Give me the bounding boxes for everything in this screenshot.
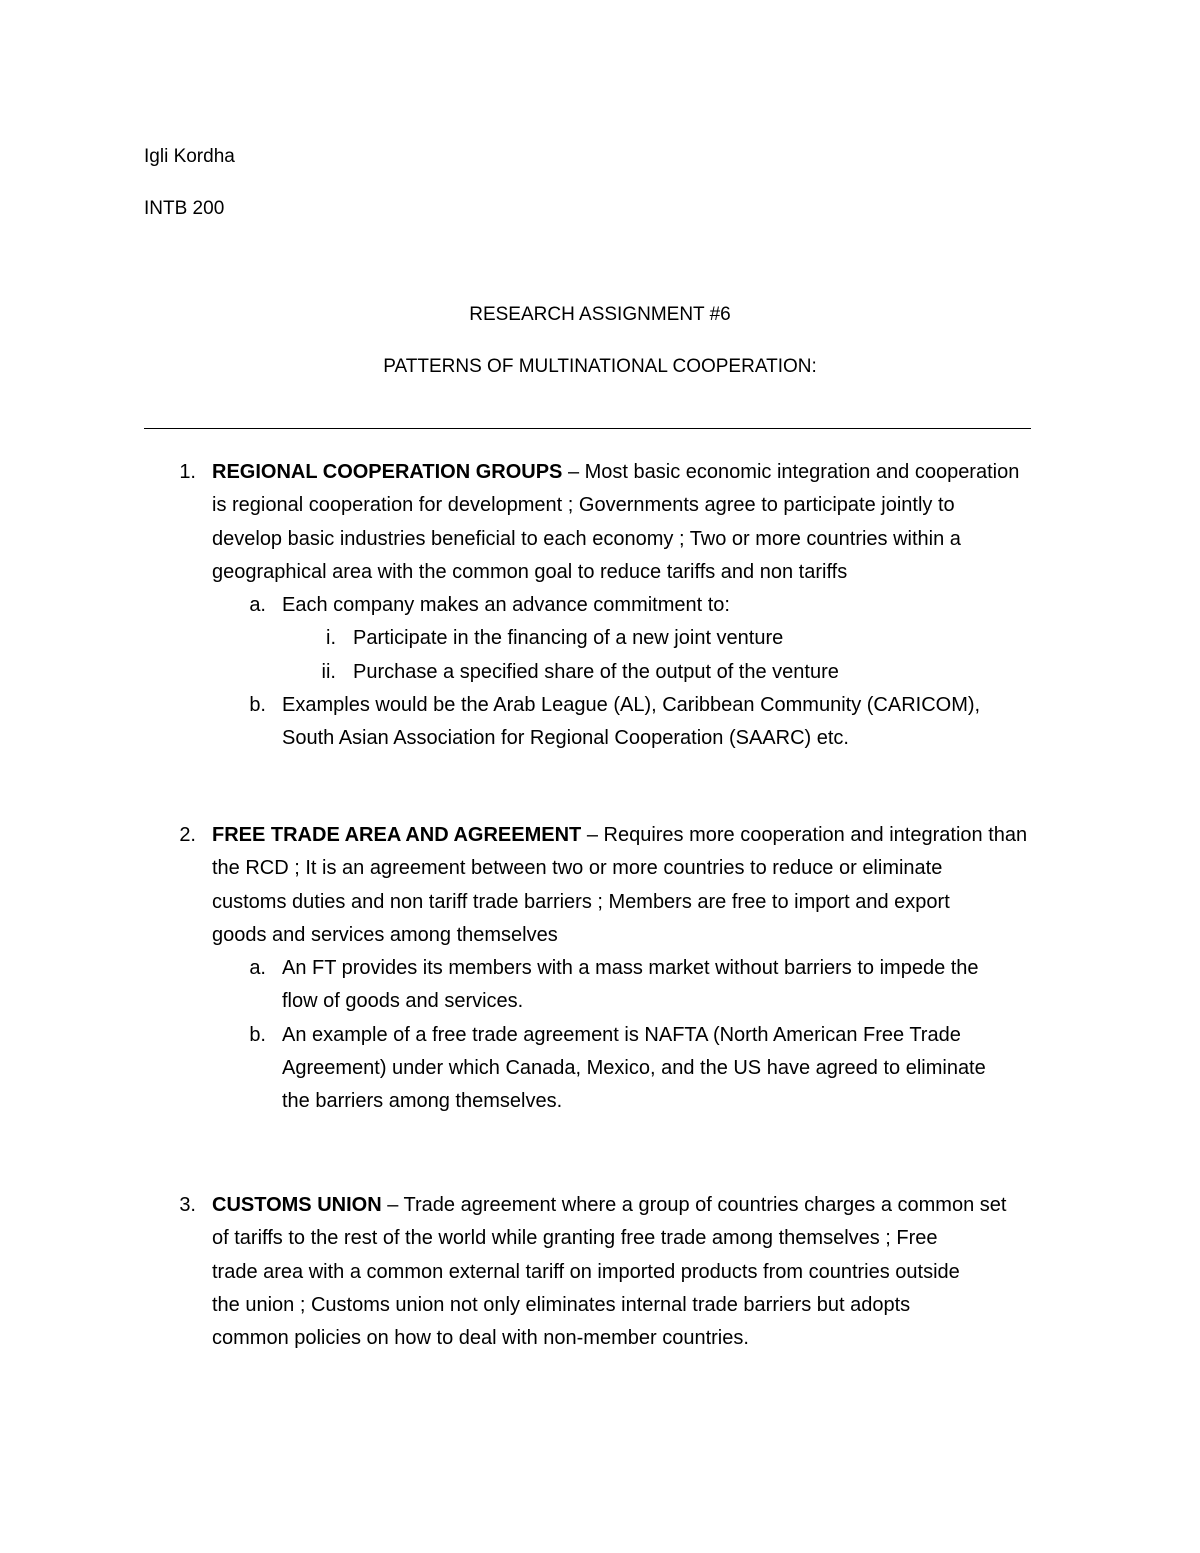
author-name: Igli Kordha xyxy=(144,146,235,167)
list-item-continuation xyxy=(0,1085,1200,1118)
section-heading: REGIONAL COOPERATION GROUPS xyxy=(212,461,563,483)
section-text-line: of tariffs to the rest of the world while granting free trade among themselves ; Free xyxy=(212,1227,938,1250)
item-text: An FT provides its members with a mass market without barriers to impede the xyxy=(282,957,979,980)
section-regional-cooperation xyxy=(0,456,1200,756)
section-text-line: geographical area with the common goal to reduce tariffs and non tariffs xyxy=(212,560,848,583)
section-line xyxy=(0,1256,1200,1289)
course-code: INTB 200 xyxy=(144,198,225,219)
horizontal-rule xyxy=(144,428,1031,429)
item-text: An example of a free trade agreement is NAFTA (North American Free Trade xyxy=(282,1023,961,1046)
section-lead-text xyxy=(212,1189,1006,1222)
item-marker: b. xyxy=(249,1023,266,1046)
section-line xyxy=(0,1222,1200,1255)
section-text-line: – Trade agreement where a group of countries charges a common set xyxy=(381,1194,1007,1216)
section-number: 2. xyxy=(179,824,196,846)
subitem-text: Purchase a specified share of the output of the venture xyxy=(353,660,839,683)
section-line xyxy=(0,886,1200,919)
section-text-line: develop basic industries beneficial to each economy ; Two or more countries within a xyxy=(212,527,961,550)
section-text-line: common policies on how to deal with non-member countries. xyxy=(212,1327,749,1350)
section-text-line: is regional cooperation for development ; Governments agree to participate jointly to xyxy=(212,494,955,517)
section-first-line xyxy=(0,819,1200,852)
section-line xyxy=(0,489,1200,522)
item-marker: a. xyxy=(249,957,266,980)
item-marker: b. xyxy=(249,694,266,717)
item-text: the barriers among themselves. xyxy=(282,1090,563,1113)
subitem-marker: i. xyxy=(326,627,336,650)
section-heading: FREE TRADE AREA AND AGREEMENT xyxy=(212,824,582,846)
section-text-line: – Requires more cooperation and integration than xyxy=(581,824,1028,846)
assignment-subtitle: PATTERNS OF MULTINATIONAL COOPERATION: xyxy=(383,356,817,377)
list-subitem xyxy=(0,622,1200,655)
section-text-line: trade area with a common external tariff on imported products from countries outside xyxy=(212,1260,960,1283)
section-customs-union xyxy=(0,1189,1200,1355)
section-line xyxy=(0,852,1200,885)
section-heading: CUSTOMS UNION xyxy=(212,1194,382,1216)
item-text: South Asian Association for Regional Cooperation (SAARC) etc. xyxy=(282,727,849,750)
section-free-trade-area xyxy=(0,819,1200,1119)
section-number: 3. xyxy=(179,1194,196,1216)
section-line xyxy=(0,523,1200,556)
section-lead-text xyxy=(212,456,1019,489)
section-text-line: the union ; Customs union not only eliminates internal trade barriers but adopts xyxy=(212,1293,911,1316)
section-line xyxy=(0,1289,1200,1322)
list-item-continuation xyxy=(0,1052,1200,1085)
section-text-line: customs duties and non tariff trade barriers ; Members are free to import and export xyxy=(212,890,950,913)
item-marker: a. xyxy=(249,594,266,617)
assignment-title: RESEARCH ASSIGNMENT #6 xyxy=(469,304,731,325)
section-text-line: – Most basic economic integration and cooperation xyxy=(562,461,1020,483)
section-text-line: the RCD ; It is an agreement between two or more countries to reduce or eliminate xyxy=(212,857,943,880)
section-text-line: goods and services among themselves xyxy=(212,923,558,946)
section-number: 1. xyxy=(179,461,196,483)
item-text: Agreement) under which Canada, Mexico, and the US have agreed to eliminate xyxy=(282,1057,986,1080)
subitem-text: Participate in the financing of a new joint venture xyxy=(353,627,784,650)
list-item xyxy=(0,952,1200,985)
list-item-continuation xyxy=(0,722,1200,755)
section-first-line xyxy=(0,456,1200,489)
subitem-marker: ii. xyxy=(321,660,336,683)
list-item xyxy=(0,1019,1200,1052)
section-line xyxy=(0,1322,1200,1355)
list-subitem xyxy=(0,656,1200,689)
section-lead-text xyxy=(212,819,1027,852)
section-first-line xyxy=(0,1189,1200,1222)
item-text: Examples would be the Arab League (AL), Caribbean Community (CARICOM), xyxy=(282,694,981,717)
list-item-continuation xyxy=(0,985,1200,1018)
item-text: Each company makes an advance commitment to: xyxy=(282,594,730,617)
list-item xyxy=(0,589,1200,622)
section-line xyxy=(0,919,1200,952)
list-item xyxy=(0,689,1200,722)
item-text: flow of goods and services. xyxy=(282,990,524,1013)
section-line xyxy=(0,556,1200,589)
